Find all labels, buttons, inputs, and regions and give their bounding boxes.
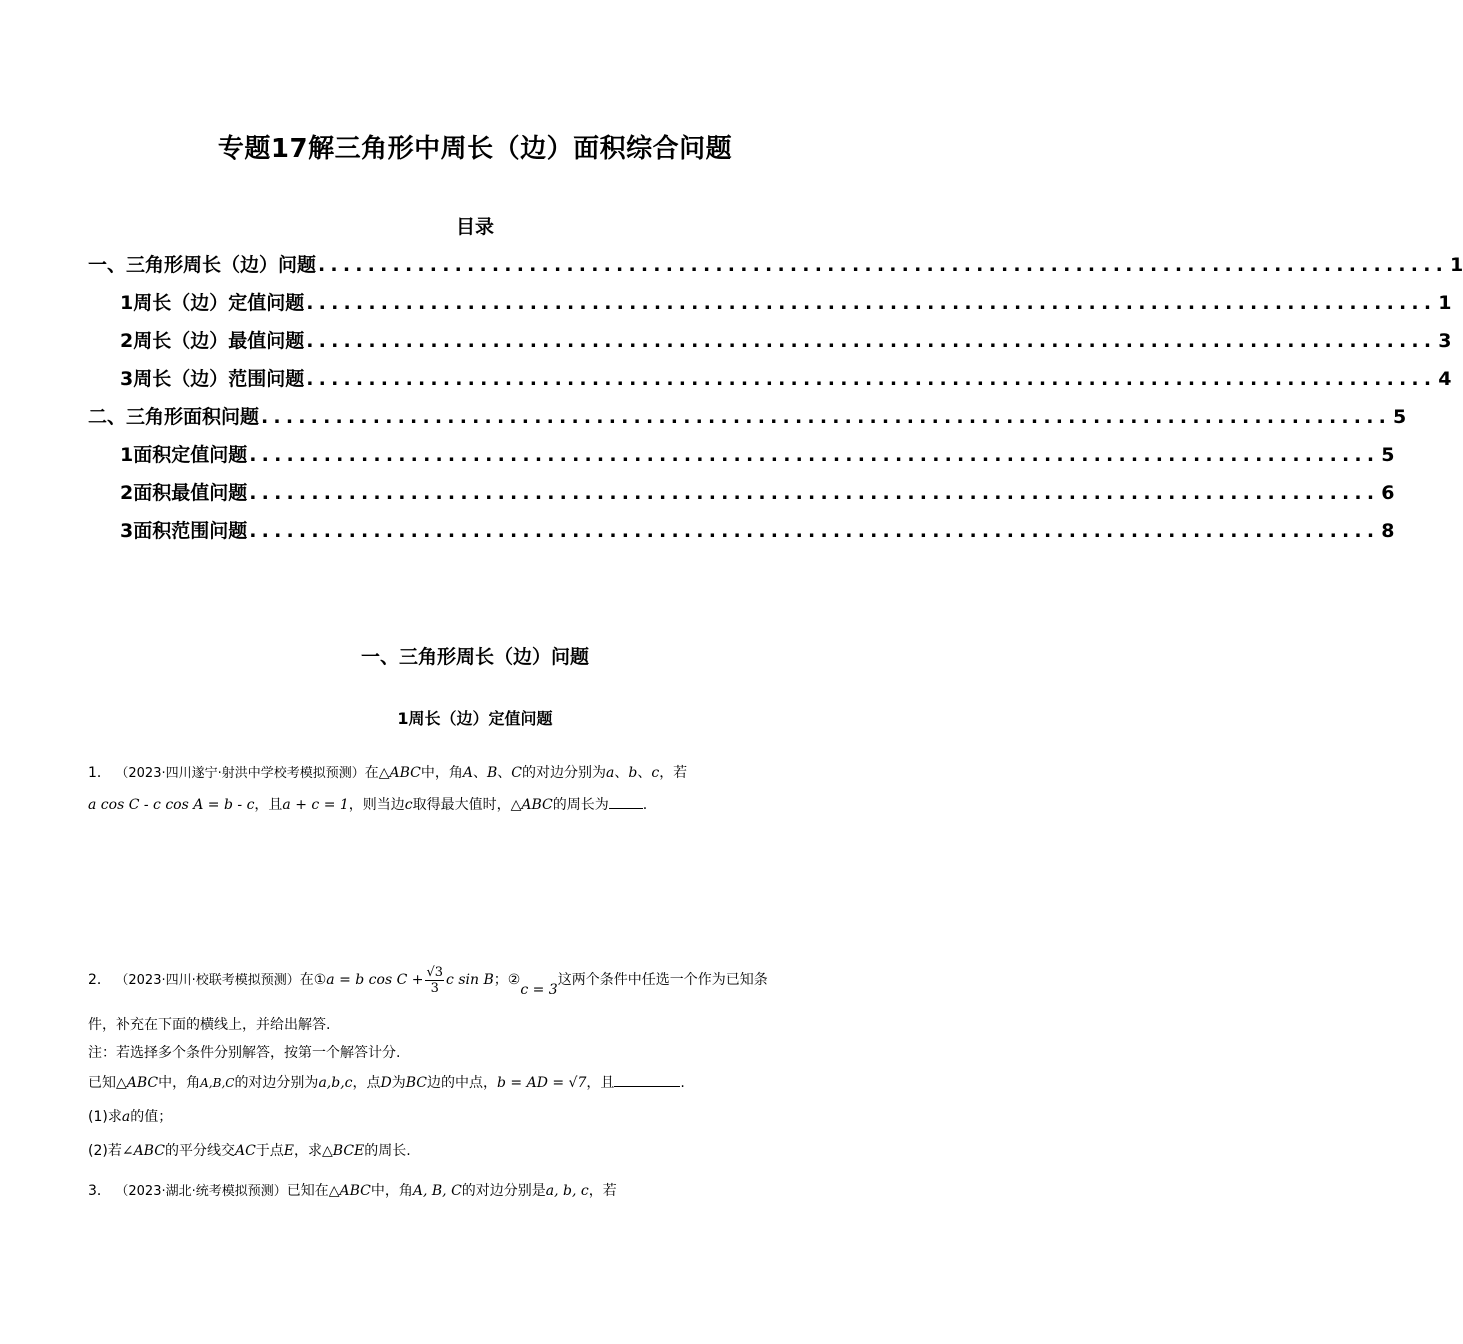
text: 、 [497, 765, 512, 781]
section-heading: 一、三角形周长（边）问题 [360, 646, 589, 668]
toc-leader-dots: ........................................................................................... [261, 406, 1392, 428]
question-2-part-1 [88, 1100, 858, 1134]
math-equation: a cos C - c cos A = b - c [88, 797, 255, 813]
question-3 [88, 1180, 858, 1203]
toc-item[interactable] [88, 440, 1395, 478]
math-var: c [651, 765, 660, 781]
math-segment: AC [234, 1143, 256, 1159]
toc-item[interactable] [88, 402, 1407, 440]
math-sides: a,b,c [318, 1075, 353, 1091]
text: 的对边分别为 [234, 1075, 319, 1091]
toc-leader-dots: ........................................................................................... [306, 292, 1437, 314]
text: 中，角 [420, 765, 463, 781]
text: 、 [473, 765, 487, 781]
math-equation: b = AD = √7 [497, 1075, 587, 1091]
text: ，则当边 [348, 797, 405, 813]
toc-leader-dots: ........................................................................................... [318, 254, 1449, 276]
fraction-numerator: √3 [426, 964, 444, 980]
toc-item-page: 8 [1381, 520, 1395, 542]
math-triangle: △ABC [328, 1183, 371, 1199]
question-1-line-1 [88, 762, 858, 794]
text: 的周长. [364, 1143, 411, 1159]
question-source: （2023·湖北·统考模拟预测） [115, 1184, 287, 1199]
page-title: 专题17解三角形中周长（边）面积综合问题 [217, 134, 733, 164]
toc-item-label: 1面积定值问题 [120, 444, 248, 466]
text: ，若 [659, 765, 688, 781]
text: 中，角 [370, 1183, 413, 1199]
math-var: a [121, 1109, 131, 1125]
text: 已知在 [286, 1183, 329, 1199]
text: 为 [391, 1075, 406, 1091]
question-source: （2023·四川遂宁·射洪中学校考模拟预测） [115, 766, 365, 781]
question-2 [88, 958, 858, 1168]
math-sides: a, b, c [545, 1183, 589, 1199]
toc-item[interactable] [88, 288, 1452, 326]
text: 的平分线交 [164, 1143, 235, 1159]
math-var: B [487, 765, 498, 781]
math-angle: ∠ABC [121, 1143, 165, 1159]
question-2-line-4 [88, 1066, 858, 1100]
text: 的对边分别为 [522, 765, 607, 781]
toc-leader-dots: ........................................................................................... [306, 330, 1437, 352]
question-source: （2023·四川·校联考模拟预测） [115, 973, 300, 988]
question-number: 3． [88, 1183, 111, 1199]
text: ，若 [588, 1183, 617, 1199]
table-of-contents [88, 250, 1463, 554]
math-var: A [462, 765, 473, 781]
fraction-denominator: 3 [430, 980, 439, 996]
text: . [680, 1075, 685, 1091]
math-fraction [425, 965, 444, 996]
subsection-heading: 1周长（边）定值问题 [397, 709, 553, 728]
text: (2)若 [88, 1143, 122, 1159]
text: 边的中点， [427, 1075, 497, 1091]
text: 的值； [130, 1109, 173, 1125]
toc-item-label: 2周长（边）最值问题 [120, 330, 305, 352]
toc-leader-dots: ........................................................................................... [249, 482, 1380, 504]
question-1-line-2 [88, 794, 858, 816]
toc-item-page: 1 [1450, 254, 1463, 276]
math-var: b [628, 765, 638, 781]
text: 于点 [255, 1143, 284, 1159]
question-2-line-3: 注：若选择多个条件分别解答，按第一个解答计分. [88, 1045, 401, 1061]
toc-item-page: 5 [1381, 444, 1395, 466]
text: ，点 [352, 1075, 381, 1091]
text: 这两个条件中任选一个作为已知条 [557, 972, 768, 988]
question-number: 1． [88, 765, 111, 781]
question-number: 2． [88, 972, 111, 988]
text: 在 [364, 765, 379, 781]
toc-item-page: 6 [1381, 482, 1395, 504]
math-triangle: △ABC [378, 765, 421, 781]
toc-leader-dots: ........................................................................................... [249, 444, 1380, 466]
toc-item-label: 一、三角形周长（边）问题 [88, 254, 317, 276]
math-angles: A, B, C [412, 1183, 462, 1199]
question-2-line-1 [88, 958, 858, 1010]
math-equation: c = 3 [520, 982, 558, 998]
toc-item-label: 1周长（边）定值问题 [120, 292, 305, 314]
text: 在① [299, 972, 327, 988]
math-equation: a + c = 1 [282, 797, 349, 813]
math-point: D [380, 1075, 392, 1091]
answer-blank[interactable] [614, 1072, 680, 1087]
text: . [642, 797, 648, 813]
math-var: C [511, 765, 523, 781]
text: ，且 [586, 1075, 615, 1091]
toc-item-page: 1 [1438, 292, 1452, 314]
toc-item-label: 二、三角形面积问题 [88, 406, 260, 428]
text: 取得最大值时， [412, 797, 511, 813]
math-triangle: △ABC [510, 797, 553, 813]
toc-item-page: 4 [1438, 368, 1452, 390]
text: ；② [493, 972, 521, 988]
toc-item[interactable] [88, 326, 1452, 364]
toc-item-label: 3周长（边）范围问题 [120, 368, 305, 390]
toc-item[interactable] [88, 250, 1463, 288]
text: 、 [637, 765, 652, 781]
text: 中，角 [158, 1075, 201, 1091]
text: 的周长为 [552, 797, 609, 813]
question-1 [88, 762, 858, 816]
math-triangle: △BCE [322, 1143, 365, 1159]
toc-item[interactable] [88, 516, 1395, 554]
math-var: c [404, 797, 413, 813]
toc-item-label: 2面积最值问题 [120, 482, 248, 504]
question-2-part-2 [88, 1134, 858, 1168]
math-point: E [283, 1143, 295, 1159]
math-triangle: △ABC [116, 1075, 159, 1091]
text: (1)求 [88, 1109, 122, 1125]
toc-item-label: 3面积范围问题 [120, 520, 248, 542]
math-var: a [606, 765, 615, 781]
math-segment: BC [405, 1075, 427, 1091]
toc-item-page: 3 [1438, 330, 1452, 352]
text: 、 [614, 765, 629, 781]
text: ，求 [294, 1143, 323, 1159]
toc-leader-dots: ........................................................................................... [306, 368, 1437, 390]
toc-leader-dots: ........................................................................................... [249, 520, 1380, 542]
toc-item[interactable] [88, 364, 1452, 402]
toc-heading: 目录 [455, 216, 494, 238]
answer-blank[interactable] [609, 794, 643, 809]
toc-item-page: 5 [1393, 406, 1407, 428]
math-equation: c sin B [446, 972, 494, 988]
text: ，且 [254, 797, 283, 813]
math-angles: A,B,C [200, 1076, 235, 1090]
math-equation: a = b cos C + [326, 972, 424, 988]
text: 的对边分别是 [461, 1183, 546, 1199]
question-3-line-1 [88, 1180, 858, 1203]
toc-item[interactable] [88, 478, 1395, 516]
text: 已知 [88, 1075, 116, 1091]
question-2-line-2: 件，补充在下面的横线上，并给出解答. [88, 1017, 331, 1033]
